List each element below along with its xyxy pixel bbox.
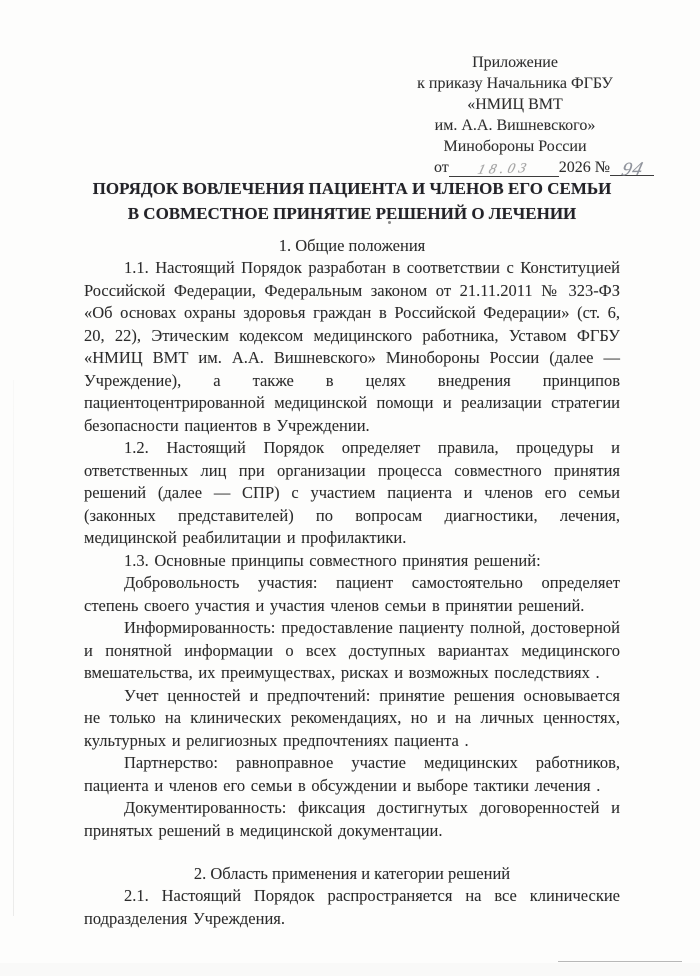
scan-line-artifact	[558, 961, 682, 962]
scan-strip-artifact	[0, 963, 700, 976]
section-1-heading: 1. Общие положения	[278, 236, 426, 255]
handwritten-number: 94	[618, 158, 646, 181]
section-2-heading: 2. Область применения и категории решений	[193, 864, 511, 883]
document-header	[388, 52, 646, 181]
document-title	[82, 176, 622, 226]
header-line-ministry: Минобороны России	[443, 138, 587, 155]
paragraph-1-3: 1.3. Основные принципы совместного принятия решений:	[124, 550, 541, 570]
paragraph-1-1: 1.1. Настоящий Порядок разработан в соответствии с Конституцией Российской Федерации, Федеральным законом от 21.11.2011 № 323-ФЗ «Об основах охраны здоровья граждан в Российской Федерации» (ст. 6, 20, 22), Этическим кодексом медицинского работника, Уставом ФГБУ «НМИЦ ВМТ им. А.А. Вишневского» Минобороны России (далее — Учреждение), а также в целях внедрения принципов пациентоцентрированной медицинской помощи и реализации стратегии безопасности пациентов в Учреждении.	[84, 258, 620, 435]
paragraph-2-1: 2.1. Настоящий Порядок распространяется на все клинические подразделения Учреждения.	[84, 886, 620, 928]
date-prefix: от	[434, 159, 449, 176]
title-line-1: ПОРЯДОК ВОВЛЕЧЕНИЯ ПАЦИЕНТА И ЧЛЕНОВ ЕГО СЕМЬИ	[92, 179, 612, 198]
header-line-order: к приказу Начальника ФГБУ «НМИЦ ВМТ	[417, 75, 613, 113]
date-number-line	[434, 157, 646, 181]
document-body	[84, 234, 620, 930]
paragraph-principle-documentation: Документированность: фиксация достигнутых договоренностей и принятых решений в медицинской документации.	[84, 798, 620, 840]
date-blank-field	[449, 160, 559, 177]
number-sign: №	[594, 159, 611, 176]
header-line-named-after: им. А.А. Вишневского»	[434, 117, 596, 134]
paragraph-principle-informedness: Информированность: предоставление пациенту полной, достоверной и понятной информации о всех доступных вариантах медицинского вмешательства, их преимуществах, рисках и возможных последствиях .	[84, 618, 620, 682]
paragraph-principle-voluntariness: Добровольность участия: пациент самостоятельно определяет степень своего участия и участия членов семьи в принятии решений.	[84, 573, 620, 615]
paragraph-1-2: 1.2. Настоящий Порядок определяет правила, процедуры и ответственных лиц при организации процесса совместного принятия решений (далее — СПР) с участием пациента и членов его семьи (законных представителей) по вопросам диагностики, лечения, медицинской реабилитации и профилактики.	[84, 438, 620, 547]
scan-edge-artifact	[13, 380, 14, 916]
number-blank-field	[610, 158, 654, 181]
header-line-appendix: Приложение	[472, 54, 558, 71]
title-line-2: В СОВМЕСТНОЕ ПРИНЯТИЕ РЕШЕНИЙ О ЛЕЧЕНИИ	[127, 204, 577, 223]
handwritten-date: 18.03	[476, 161, 532, 178]
year-label: 2026	[558, 159, 591, 176]
paragraph-principle-values: Учет ценностей и предпочтений: принятие решения основывается не только на клинических рекомендациях, но и на личных ценностях, культурных и религиозных предпочтениях пациента .	[84, 685, 620, 750]
paragraph-principle-partnership: Партнерство: равноправное участие медицинских работников, пациента и членов его семьи в обсуждении и выборе тактики лечения .	[84, 753, 620, 795]
